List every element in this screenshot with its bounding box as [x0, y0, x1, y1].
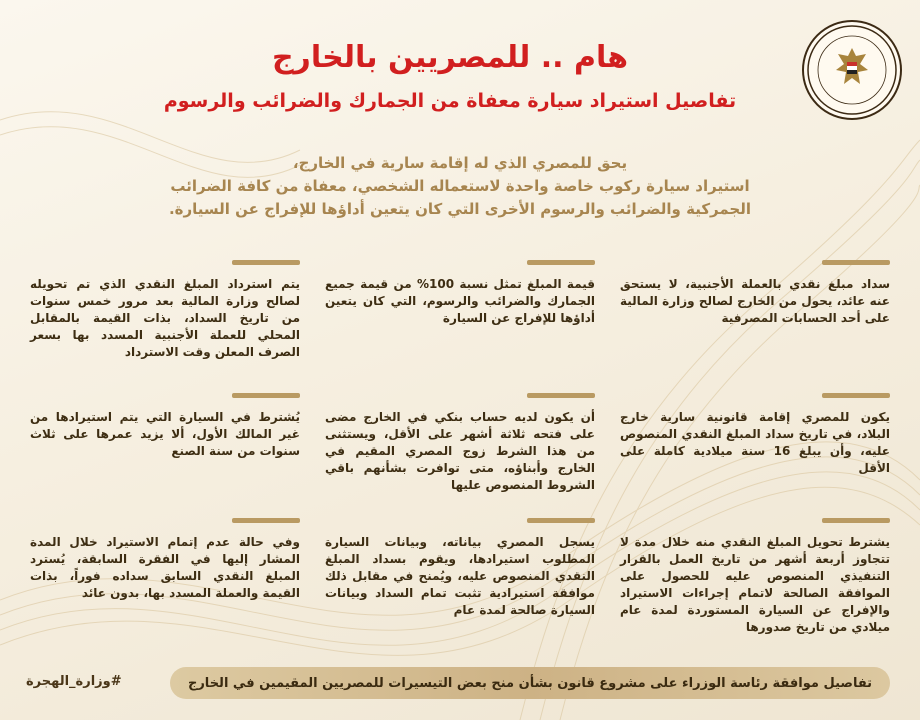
- condition-item: [620, 518, 890, 636]
- hashtag-link[interactable]: #وزارة_الهجرة: [26, 674, 122, 689]
- condition-item: [325, 518, 595, 619]
- intro-line: استيراد سيارة ركوب خاصة واحدة لاستعماله الشخصي، معفاة من كافة الضرائب: [170, 177, 750, 195]
- divider-bar: [527, 518, 595, 523]
- condition-text: يكون للمصري إقامة قانونية سارية خارج البلاد، في تاريخ سداد المبلغ النقدي المنصوص عليه، وأن يبلغ 16 سنة ميلادية كاملة على الأقل: [620, 410, 890, 475]
- condition-item: [30, 260, 300, 361]
- intro-line: الجمركية والضرائب والرسوم الأخرى التي كان يتعين أداؤها للإفراج عن السيارة.: [168, 200, 752, 218]
- divider-bar: [527, 260, 595, 265]
- footer-banner-text: تفاصيل موافقة رئاسة الوزراء على مشروع قانون بشأن منح بعض التيسيرات للمصريين المقيمين في الخارج: [187, 675, 873, 691]
- condition-item: [620, 260, 890, 327]
- condition-item: [620, 393, 890, 477]
- divider-bar: [232, 518, 300, 523]
- page-title: هام .. للمصريين بالخارج: [271, 40, 629, 75]
- conditions-grid: [30, 260, 890, 660]
- condition-item: [325, 393, 595, 494]
- condition-text: يسجل المصري بياناته، وبيانات السيارة المطلوب استيرادها، ويقوم بسداد المبلغ النقدي المنصوص عليه، ويُمنح في مقابل ذلك موافقة استيرادية تثبت تمام السداد وبيانات السيارة صالحة لمدة عام: [325, 535, 595, 617]
- condition-item: [30, 393, 300, 460]
- condition-item: [325, 260, 595, 327]
- ministry-seal: [802, 20, 902, 120]
- divider-bar: [232, 260, 300, 265]
- condition-text: وفي حالة عدم إتمام الاستيراد خلال المدة المشار إليها في الفقرة السابقة، يُسترد المبلغ النقدي السابق سداده فوراً، بذات القيمة والعملة المسدد بها، بدون عائد: [30, 535, 300, 600]
- divider-bar: [232, 393, 300, 398]
- condition-text: أن يكون لديه حساب بنكي في الخارج مضى على فتحه ثلاثة أشهر على الأقل، ويستثنى من هذا الشرط زوج المصري المقيم في الخارج وأبناؤه، متى توافرت بشأنهم باقي الشروط المنصوص عليها: [325, 410, 595, 492]
- divider-bar: [822, 393, 890, 398]
- condition-text: يتم استرداد المبلغ النقدي الذي تم تحويله لصالح وزارة المالية بعد مرور خمس سنوات من تاريخ السداد، بذات القيمة بالمقابل المحلي للعملة الأجنبية المسدد بها بسعر الصرف المعلن وقت الاسترداد: [30, 277, 300, 359]
- divider-bar: [822, 260, 890, 265]
- divider-bar: [822, 518, 890, 523]
- condition-text: يُشترط في السيارة التي يتم استيرادها من غير المالك الأول، ألا يزيد عمرها على ثلاث سنوات من سنة الصنع: [30, 410, 300, 458]
- page-subtitle: تفاصيل استيراد سيارة معفاة من الجمارك والضرائب والرسوم: [163, 90, 737, 112]
- eagle-emblem-icon: [804, 22, 900, 118]
- footer-banner: [170, 667, 890, 699]
- condition-text: سداد مبلغ نقدي بالعملة الأجنبية، لا يستحق عنه عائد، يحول من الخارج لصالح وزارة المالية على أحد الحسابات المصرفية: [620, 277, 890, 325]
- condition-text: يشترط تحويل المبلغ النقدي منه خلال مدة لا تتجاوز أربعة أشهر من تاريخ العمل بالقرار التنفيذي المنصوص عليه للحصول على الموافقة الصالحة لاتمام إجراءات الاستيراد والإفراج عن السيارة المستوردة لمدة عام ميلادي من تاريخ صدورها: [620, 535, 890, 634]
- intro-line: يحق للمصري الذي له إقامة سارية في الخارج،: [292, 154, 628, 172]
- intro-paragraph: [150, 152, 770, 221]
- divider-bar: [527, 393, 595, 398]
- condition-item: [30, 518, 300, 602]
- condition-text: قيمة المبلغ تمثل نسبة 100% من قيمة جميع الجمارك والضرائب والرسوم، التي كان يتعين أداؤها للإفراج عن السيارة: [325, 277, 596, 325]
